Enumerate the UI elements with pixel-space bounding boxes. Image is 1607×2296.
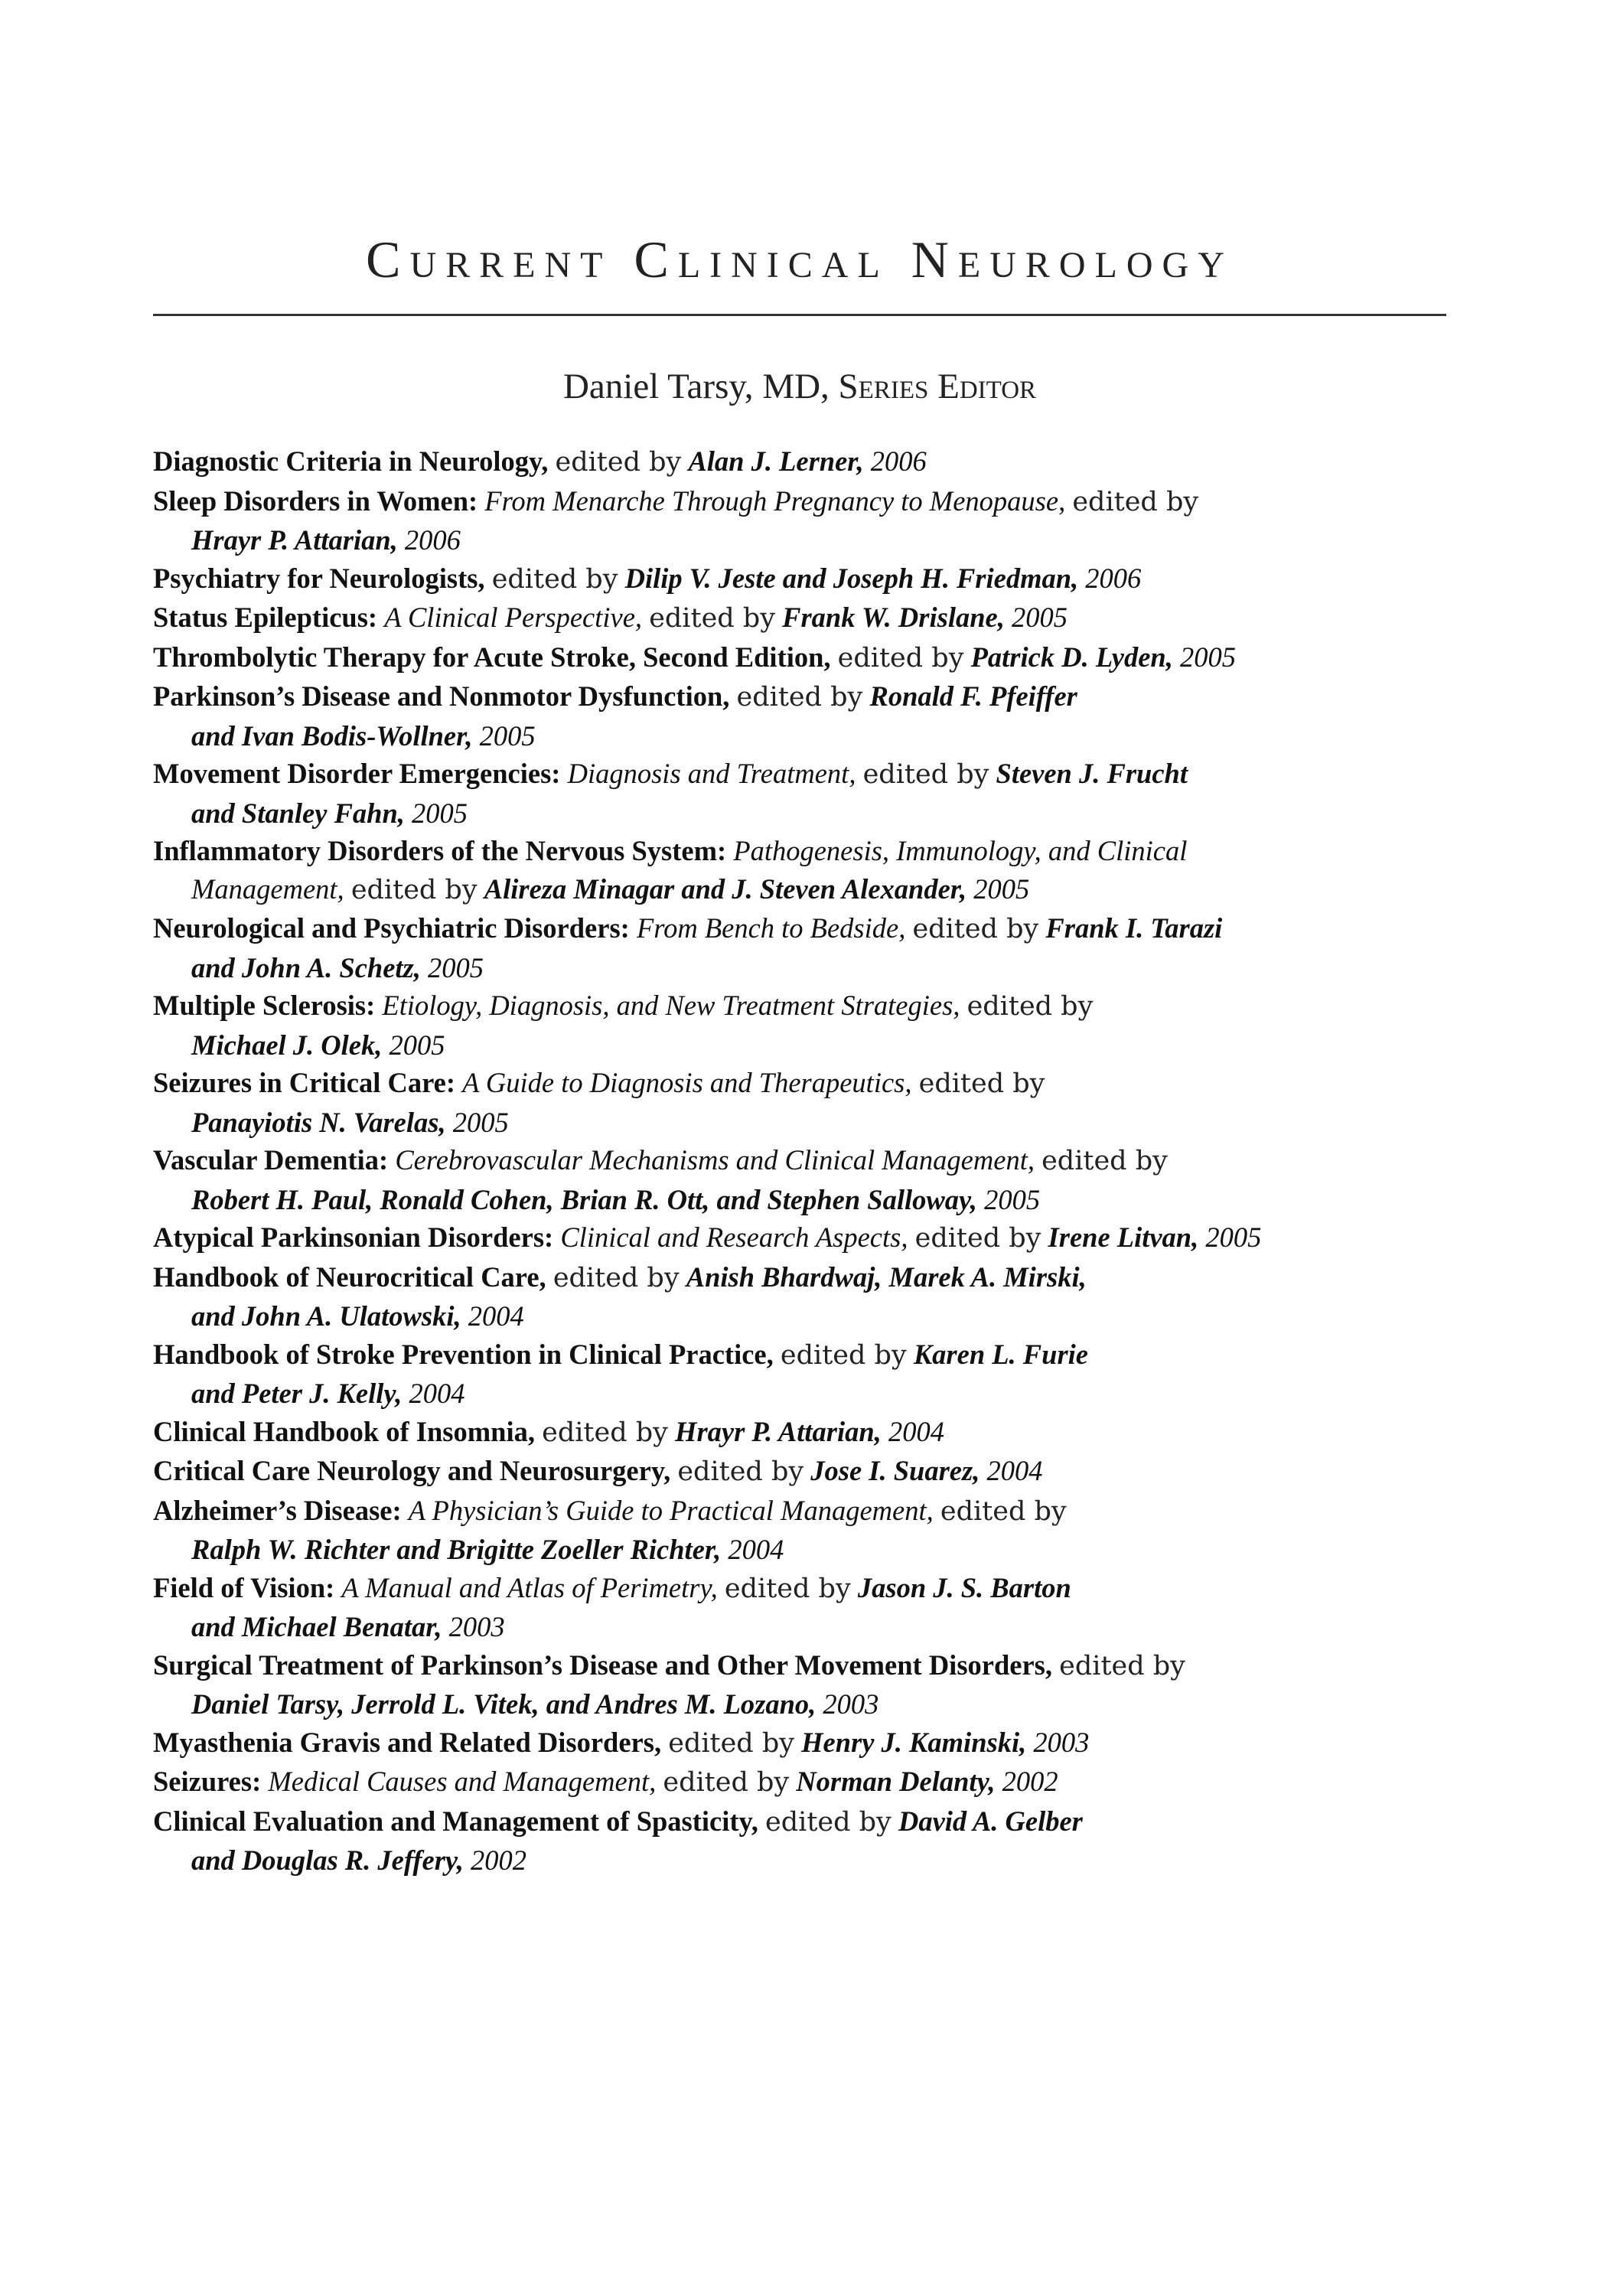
book-entry	[153, 1646, 1446, 1724]
book-editors: Steven J. Frucht	[996, 758, 1188, 789]
book-editors: and Stanley Fahn,	[191, 797, 405, 829]
book-subtitle: Pathogenesis, Immunology, and Clinical	[733, 835, 1188, 866]
series-editor-line	[153, 366, 1446, 407]
book-title: Thrombolytic Therapy for Acute Stroke, Second Edition,	[153, 641, 831, 673]
book-editors: Norman Delanty,	[796, 1766, 996, 1797]
entry-continuation	[153, 1026, 1446, 1065]
book-entry	[153, 677, 1446, 755]
book-year: 2006	[404, 524, 461, 556]
entry-continuation	[153, 794, 1446, 833]
book-year: 2004	[888, 1415, 944, 1447]
book-year: 2005	[389, 1029, 445, 1061]
book-subtitle: Medical Causes and Management,	[268, 1766, 657, 1797]
book-editors: Alireza Minagar and J. Steven Alexander,	[484, 872, 967, 905]
book-title: Alzheimer’s Disease:	[153, 1494, 402, 1526]
entry-continuation	[153, 521, 1446, 559]
book-entry	[153, 1802, 1446, 1880]
book-title: Clinical Handbook of Insomnia,	[153, 1415, 535, 1447]
book-editors: and John A. Schetz,	[191, 951, 421, 983]
book-editors: Michael J. Olek,	[191, 1029, 383, 1061]
entry-continuation	[153, 717, 1446, 755]
editor-role: Series Editor	[838, 367, 1037, 406]
book-editors: Henry J. Kaminski,	[801, 1726, 1027, 1758]
book-title: Field of Vision:	[153, 1571, 335, 1603]
series-title: Current Clinical Neurology	[366, 230, 1234, 289]
book-list	[153, 442, 1446, 1880]
book-entry	[153, 1569, 1446, 1646]
entry-continuation	[153, 1608, 1446, 1646]
title-rule	[153, 314, 1446, 316]
book-entry	[153, 1763, 1446, 1802]
book-editors: Alan J. Lerner,	[688, 445, 864, 477]
book-editors: Jose I. Suarez,	[810, 1455, 980, 1486]
book-subtitle: From Bench to Bedside,	[636, 912, 906, 944]
book-title: Psychiatry for Neurologists,	[153, 562, 485, 594]
edited-by-label: edited by	[912, 914, 1039, 944]
book-year: 2006	[870, 445, 927, 477]
book-year: 2005	[412, 797, 468, 829]
book-editors: Anish Bhardwaj, Marek A. Mirski,	[686, 1261, 1087, 1293]
book-editors: and Douglas R. Jeffery,	[191, 1844, 464, 1876]
book-year: 2003	[448, 1611, 505, 1642]
edited-by-label: edited by	[724, 1573, 851, 1604]
book-entry	[153, 1492, 1446, 1569]
book-year: 2002	[471, 1844, 526, 1876]
book-year: 2004	[409, 1378, 465, 1409]
book-title: Handbook of Stroke Prevention in Clinical Practice,	[153, 1338, 774, 1370]
book-editors: Ronald F. Pfeiffer	[869, 680, 1077, 712]
edited-by-label: edited by	[966, 991, 1094, 1022]
book-editors: Panayiotis N. Varelas,	[191, 1106, 446, 1138]
edited-by-label: edited by	[765, 1806, 892, 1838]
edited-by-label: edited by	[862, 759, 989, 790]
editor-name: Daniel Tarsy,	[562, 367, 754, 406]
book-year: 2005	[984, 1183, 1041, 1215]
edited-by-label: edited by	[491, 563, 618, 595]
edited-by-label: edited by	[736, 682, 863, 713]
edited-by-label: edited by	[542, 1417, 668, 1448]
entry-continuation	[153, 1841, 1446, 1880]
book-year: 2004	[728, 1534, 784, 1565]
book-entry	[153, 638, 1446, 678]
edited-by-label: edited by	[663, 1767, 790, 1798]
book-editors: Frank I. Tarazi	[1045, 912, 1223, 944]
book-title: Myasthenia Gravis and Related Disorders,	[153, 1726, 662, 1758]
book-title: Parkinson’s Disease and Nonmotor Dysfunction,	[153, 680, 730, 712]
book-year: 2005	[1012, 602, 1068, 633]
book-editors: Hrayr P. Attarian,	[675, 1415, 882, 1447]
entry-continuation	[153, 1297, 1446, 1336]
book-editors: Daniel Tarsy, Jerrold L. Vitek, and Andres M. Lozano,	[191, 1688, 817, 1720]
book-subtitle: A Physician’s Guide to Practical Management,	[408, 1494, 934, 1526]
book-editors: Patrick D. Lyden,	[970, 641, 1173, 673]
edited-by-label: edited by	[677, 1456, 804, 1487]
book-subtitle: Diagnosis and Treatment,	[567, 758, 856, 789]
book-entry	[153, 598, 1446, 638]
book-entry	[153, 909, 1446, 987]
entry-continuation	[153, 1685, 1446, 1724]
book-title: Handbook of Neurocritical Care,	[153, 1261, 546, 1293]
book-subtitle: Cerebrovascular Mechanisms and Clinical Management,	[395, 1144, 1035, 1176]
book-entry	[153, 1258, 1446, 1336]
book-editors: Jason J. S. Barton	[857, 1571, 1071, 1603]
entry-continuation	[153, 949, 1446, 987]
book-title: Neurological and Psychiatric Disorders:	[153, 912, 630, 944]
book-editors: Robert H. Paul, Ronald Cohen, Brian R. Ott, and Stephen Salloway,	[191, 1183, 977, 1215]
book-editors: and Ivan Bodis-Wollner,	[191, 719, 473, 752]
book-entry	[153, 832, 1446, 909]
book-subtitle: From Menarche Through Pregnancy to Menopause,	[484, 484, 1066, 517]
book-editors: Dilip V. Jeste and Joseph H. Friedman,	[624, 562, 1079, 594]
book-editors: David A. Gelber	[898, 1805, 1083, 1837]
edited-by-label: edited by	[350, 874, 478, 905]
book-year: 2005	[973, 872, 1030, 905]
book-title: Seizures in Critical Care:	[153, 1067, 455, 1098]
edited-by-label: edited by	[649, 603, 775, 634]
book-entry	[153, 1452, 1446, 1492]
book-year: 2003	[1033, 1726, 1090, 1758]
book-title: Vascular Dementia:	[153, 1144, 389, 1176]
edited-by-label: edited by	[940, 1495, 1067, 1527]
edited-by-label: edited by	[914, 1223, 1041, 1254]
edited-by-label: edited by	[1072, 486, 1199, 517]
book-subtitle: Clinical and Research Aspects,	[560, 1221, 908, 1253]
book-year: 2003	[823, 1688, 879, 1720]
book-editors: Hrayr P. Attarian,	[191, 524, 398, 556]
book-title: Clinical Evaluation and Management of Spasticity,	[153, 1805, 758, 1837]
entry-continuation	[153, 870, 1446, 910]
book-editors: and John A. Ulatowski,	[191, 1300, 461, 1332]
book-title: Sleep Disorders in Women:	[153, 484, 478, 517]
book-year: 2002	[1002, 1766, 1058, 1797]
edited-by-label: edited by	[918, 1068, 1045, 1099]
book-title: Seizures:	[153, 1766, 262, 1797]
book-title: Diagnostic Criteria in Neurology,	[153, 445, 549, 477]
edited-by-label: edited by	[553, 1262, 680, 1293]
book-editors: and Michael Benatar,	[191, 1611, 442, 1642]
book-editors: Irene Litvan,	[1048, 1221, 1199, 1253]
entry-continuation	[153, 1104, 1446, 1142]
book-entry	[153, 1064, 1446, 1141]
book-year: 2005	[479, 719, 536, 752]
book-editors: Ralph W. Richter and Brigitte Zoeller Richter,	[191, 1534, 722, 1565]
book-entry	[153, 1336, 1446, 1413]
edited-by-label: edited by	[555, 447, 682, 478]
book-title: Surgical Treatment of Parkinson’s Disease and Other Movement Disorders,	[153, 1649, 1053, 1681]
entry-continuation	[153, 1531, 1446, 1569]
book-year: 2005	[428, 951, 484, 983]
book-entry	[153, 1724, 1446, 1763]
book-title: Inflammatory Disorders of the Nervous System:	[153, 835, 727, 866]
book-entry	[153, 559, 1446, 599]
book-entry	[153, 482, 1446, 559]
entry-continuation	[153, 1375, 1446, 1413]
book-entry	[153, 1413, 1446, 1453]
book-subtitle-cont: Management,	[191, 872, 344, 905]
book-year: 2006	[1085, 562, 1142, 594]
book-entry	[153, 1218, 1446, 1258]
book-year: 2004	[468, 1300, 524, 1332]
book-title: Critical Care Neurology and Neurosurgery,	[153, 1455, 671, 1486]
edited-by-label: edited by	[1059, 1650, 1185, 1681]
book-entry	[153, 442, 1446, 482]
edited-by-label: edited by	[780, 1339, 907, 1371]
book-entry	[153, 755, 1446, 832]
book-title: Status Epilepticus:	[153, 602, 378, 633]
book-year: 2004	[986, 1455, 1043, 1486]
editor-degree: MD,	[762, 367, 830, 406]
book-title: Multiple Sclerosis:	[153, 990, 376, 1021]
book-title: Movement Disorder Emergencies:	[153, 758, 561, 789]
edited-by-label: edited by	[668, 1727, 795, 1759]
edited-by-label: edited by	[837, 642, 964, 673]
book-year: 2005	[452, 1106, 509, 1138]
book-subtitle: A Manual and Atlas of Perimetry,	[341, 1571, 718, 1603]
book-year: 2005	[1179, 641, 1236, 673]
book-subtitle: A Clinical Perspective,	[384, 602, 643, 633]
book-entry	[153, 987, 1446, 1064]
edited-by-label: edited by	[1041, 1146, 1168, 1176]
book-entry	[153, 1141, 1446, 1218]
book-editors: and Peter J. Kelly,	[191, 1378, 403, 1409]
book-subtitle: Etiology, Diagnosis, and New Treatment Strategies,	[382, 990, 960, 1021]
entry-continuation	[153, 1181, 1446, 1219]
book-year: 2005	[1205, 1221, 1262, 1253]
book-editors: Frank W. Drislane,	[782, 602, 1005, 633]
book-subtitle: A Guide to Diagnosis and Therapeutics,	[462, 1067, 912, 1098]
book-editors: Karen L. Furie	[913, 1338, 1088, 1370]
book-title: Atypical Parkinsonian Disorders:	[153, 1221, 554, 1253]
